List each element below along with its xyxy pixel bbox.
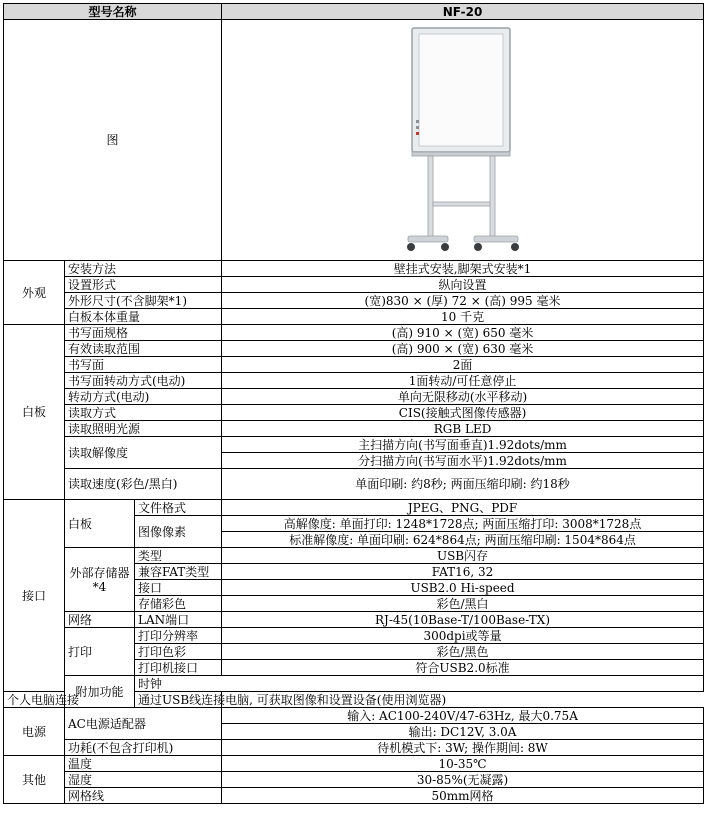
subgroup-print: 打印 (65, 628, 135, 676)
spec-label: 书写面转动方式(电动) (65, 373, 222, 389)
spec-value: 彩色/黑色 (222, 644, 704, 660)
spec-label: 读取解像度 (65, 437, 222, 469)
spec-value: 10 千克 (222, 309, 704, 325)
spec-label: 转动方式(电动) (65, 389, 222, 405)
spec-label: 类型 (135, 548, 222, 564)
spec-value: 通过USB线连接电脑, 可获取图像和设置设备(使用浏览器) (135, 692, 222, 708)
spec-value: 1面转动/可任意停止 (222, 373, 704, 389)
spec-label: 读取方式 (65, 405, 222, 421)
spec-label: 接口 (135, 580, 222, 596)
spec-value: 2面 (222, 357, 704, 373)
spec-row (4, 628, 704, 644)
spec-label: 白板本体重量 (65, 309, 222, 325)
spec-label: 书写面规格 (65, 325, 222, 341)
group-power: 电源 (4, 708, 65, 756)
spec-value: (高) 910 × (宽) 650 毫米 (222, 325, 704, 341)
spec-row (4, 341, 704, 357)
spec-row (4, 357, 704, 373)
spec-row (4, 293, 704, 309)
subgroup-storage: 外部存储器*4 (65, 548, 135, 612)
spec-row (4, 740, 704, 756)
spec-label: 读取速度(彩色/黑白) (65, 469, 222, 500)
spec-row (4, 788, 704, 804)
spec-row (4, 612, 704, 628)
spec-label: 温度 (65, 756, 222, 772)
spec-table (3, 3, 704, 804)
spec-row (4, 756, 704, 772)
spec-label: 时钟 (135, 676, 704, 692)
spec-label: 存储彩色 (135, 596, 222, 612)
spec-row (4, 548, 704, 564)
spec-value: 50mm网格 (222, 788, 704, 804)
spec-value: (高) 900 × (宽) 630 毫米 (222, 341, 704, 357)
spec-label: 有效读取范围 (65, 341, 222, 357)
spec-row (4, 469, 704, 500)
group-interface: 接口 (4, 500, 65, 692)
group-exterior: 外观 (4, 261, 65, 325)
image-label: 图 (4, 20, 222, 261)
spec-value: 输出: DC12V, 3.0A (222, 724, 704, 740)
spec-label: AC电源适配器 (65, 708, 222, 740)
spec-label: 书写面 (65, 357, 222, 373)
spec-value: CIS(接触式图像传感器) (222, 405, 704, 421)
spec-row (4, 277, 704, 293)
spec-label: 兼容FAT类型 (135, 564, 222, 580)
spec-row (4, 261, 704, 277)
spec-value: 壁挂式安装,脚架式安装*1 (222, 261, 704, 277)
spec-row (4, 373, 704, 389)
spec-value: RGB LED (222, 421, 704, 437)
header-row (4, 4, 704, 20)
spec-value: 10-35℃ (222, 756, 704, 772)
spec-label: LAN端口 (135, 612, 222, 628)
model-value: NF-20 (222, 4, 704, 20)
spec-value: RJ-45(10Base-T/100Base-TX) (222, 612, 704, 628)
spec-value: 高解像度: 单面打印: 1248*1728点; 两面压缩打印: 3008*1728点 (222, 516, 704, 532)
subgroup-network: 网络 (65, 612, 135, 628)
spec-label: 打印色彩 (135, 644, 222, 660)
spec-row (4, 772, 704, 788)
spec-label: 读取照明光源 (65, 421, 222, 437)
spec-label: 网格线 (65, 788, 222, 804)
spec-label: 打印机接口 (135, 660, 222, 676)
spec-value: USB闪存 (222, 548, 704, 564)
spec-value: USB2.0 Hi-speed (222, 580, 704, 596)
spec-value: 分扫描方向(书写面水平)1.92dots/mm (222, 453, 704, 469)
group-extra: 附加功能 (65, 676, 135, 708)
spec-value: 纵向设置 (222, 277, 704, 293)
spec-row (4, 309, 704, 325)
spec-value: 主扫描方向(书写面垂直)1.92dots/mm (222, 437, 704, 453)
spec-row (4, 389, 704, 405)
product-image-cell (222, 20, 704, 261)
spec-value: FAT16, 32 (222, 564, 704, 580)
spec-value: 符合USB2.0标准 (222, 660, 704, 676)
spec-value: 输入: AC100-240V/47-63Hz, 最大0.75A (222, 708, 704, 724)
spec-label: 外形尺寸(不含脚架*1) (65, 293, 222, 309)
group-board: 白板 (4, 325, 65, 500)
spec-row (4, 708, 704, 724)
spec-value: (宽)830 × (厚) 72 × (高) 995 毫米 (222, 293, 704, 309)
subgroup-whiteboard: 白板 (65, 500, 135, 548)
spec-label: 安装方法 (65, 261, 222, 277)
model-label: 型号名称 (4, 4, 222, 20)
spec-label: 打印分辨率 (135, 628, 222, 644)
spec-row (4, 437, 704, 453)
spec-row (4, 421, 704, 437)
spec-label: 个人电脑连接 (4, 692, 135, 708)
spec-value: 标准解像度: 单面印刷: 624*864点; 两面压缩印刷: 1504*864点 (222, 532, 704, 548)
spec-label: 功耗(不包含打印机) (65, 740, 222, 756)
spec-row (4, 676, 704, 692)
spec-value: 30-85%(无凝露) (222, 772, 704, 788)
whiteboard-product-image (398, 24, 528, 256)
spec-row (4, 405, 704, 421)
spec-label: 湿度 (65, 772, 222, 788)
spec-value: 单面印刷: 约8秒; 两面压缩印刷: 约18秒 (222, 469, 704, 500)
spec-value: 300dpi或等量 (222, 628, 704, 644)
spec-value: 彩色/黑白 (222, 596, 704, 612)
spec-row (4, 500, 704, 516)
image-row (4, 20, 704, 261)
spec-label: 设置形式 (65, 277, 222, 293)
spec-row (4, 325, 704, 341)
spec-label: 图像像素 (135, 516, 222, 548)
group-other: 其他 (4, 756, 65, 804)
spec-value: 待机模式下: 3W; 操作期间: 8W (222, 740, 704, 756)
spec-label: 文件格式 (135, 500, 222, 516)
spec-value: JPEG、PNG、PDF (222, 500, 704, 516)
spec-value: 单向无限移动(水平移动) (222, 389, 704, 405)
